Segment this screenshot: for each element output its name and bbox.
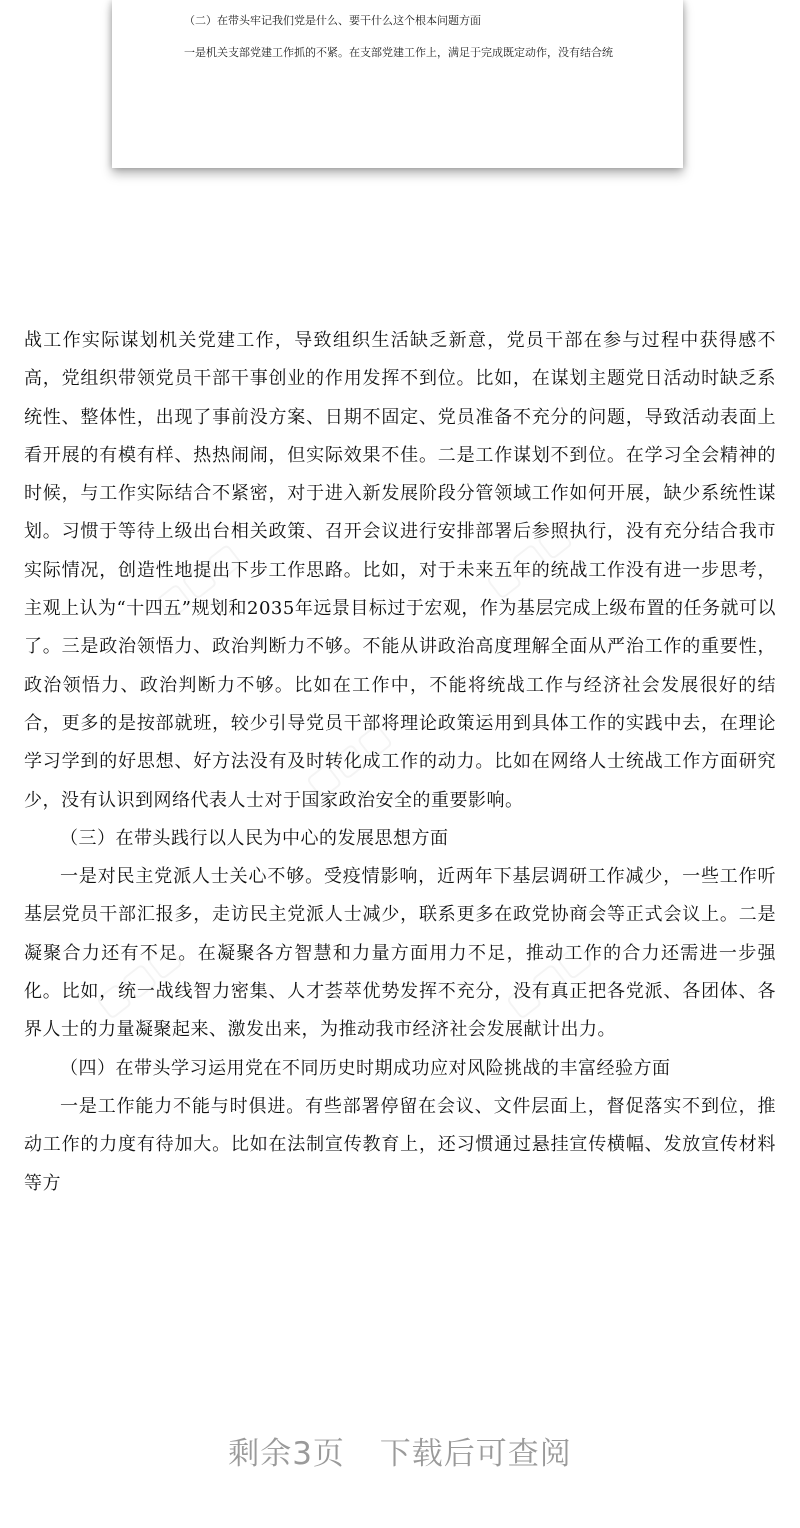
watermark: ▢▢▢: [477, 514, 579, 606]
watermark: ▢▢▢: [87, 934, 189, 1026]
watermark: ▢▢▢: [147, 534, 249, 626]
watermark: ▢▢▢: [297, 714, 399, 806]
paragraph: 战工作实际谋划机关党建工作，导致组织生活缺乏新意，党员干部在参与过程中获得感不高，党组织带领党员干部干事创业的作用发挥不到位。比如，在谋划主题党日活动时缺乏系统性、整体性，出现了事前没方案、日期不固定、党员准备不充分的问题，导致活动表面上看开展的有模有样、热热闹闹，但实际效果不佳。二是工作谋划不到位。在学习全会精神的时候，与工作实际结合不紧密，对于进入新发展阶段分管领域工作如何开展，缺少系统性谋划。习惯于等待上级出台相关政策、召开会议进行安排部署后参照执行，没有充分结合我市实际情况，创造性地提出下步工作思路。比如，对于未来五年的统战工作没有进一步思考，主观上认为“十四五”规划和2035年远景目标过于宏观，作为基层完成上级布置的任务就可以了。三是政治领悟力、政治判断力不够。不能从讲政治高度理解全面从严治工作的重要性，政治领悟力、政治判断力不够。比如在工作中，不能将统战工作与经济社会发展很好的结合，更多的是按部就班，较少引导党员干部将理论政策运用到具体工作的实践中去，在理论学习学到的好思想、好方法没有及时转化成工作的动力。比如在网络人士统战工作方面研究少，没有认识到网络代表人士对于国家政治安全的重要影响。: [24, 330, 776, 811]
remaining-pages-banner[interactable]: [0, 1428, 800, 1473]
previous-page-preview: [112, 0, 683, 168]
section-heading-4: （四）在带头学习运用党在不同历史时期成功应对风险挑战的丰富经验方面: [60, 1057, 671, 1079]
preview-first-line: 一是机关支部党建工作抓的不紧。在支部党建工作上，满足于完成既定动作，没有结合统: [184, 46, 613, 59]
section-heading-3: （三）在带头践行以人民为中心的发展思想方面: [60, 827, 449, 849]
paragraph: 一是对民主党派人士关心不够。受疫情影响，近两年下基层调研工作减少，一些工作听基层党员干部汇报多，走访民主党派人士减少，联系更多在政党协商会等正式会议上。二是凝聚合力还有不足。在凝聚各方智慧和力量方面用力不足，推动工作的合力还需进一步强化。比如，统一战线智力密集、人才荟萃优势发挥不充分，没有真正把各党派、各团体、各界人士的力量凝聚起来、激发出来，为推动我市经济社会发展献计出力。: [24, 866, 776, 1041]
paragraph: 一是工作能力不能与时俱进。有些部署停留在会议、文件层面上，督促落实不到位，推动工作的力度有待加大。比如在法制宣传教育上，还习惯通过悬挂宣传横幅、发放宣传材料等方: [24, 1095, 776, 1194]
document-body: [24, 322, 776, 1203]
download-hint-label: 下载后可查阅: [379, 1436, 572, 1472]
preview-heading: （二）在带头牢记我们党是什么、要干什么这个根本问题方面: [184, 14, 481, 27]
remaining-pages-label: 剩余3页: [228, 1436, 345, 1472]
watermark: ▢▢▢: [497, 934, 599, 1026]
